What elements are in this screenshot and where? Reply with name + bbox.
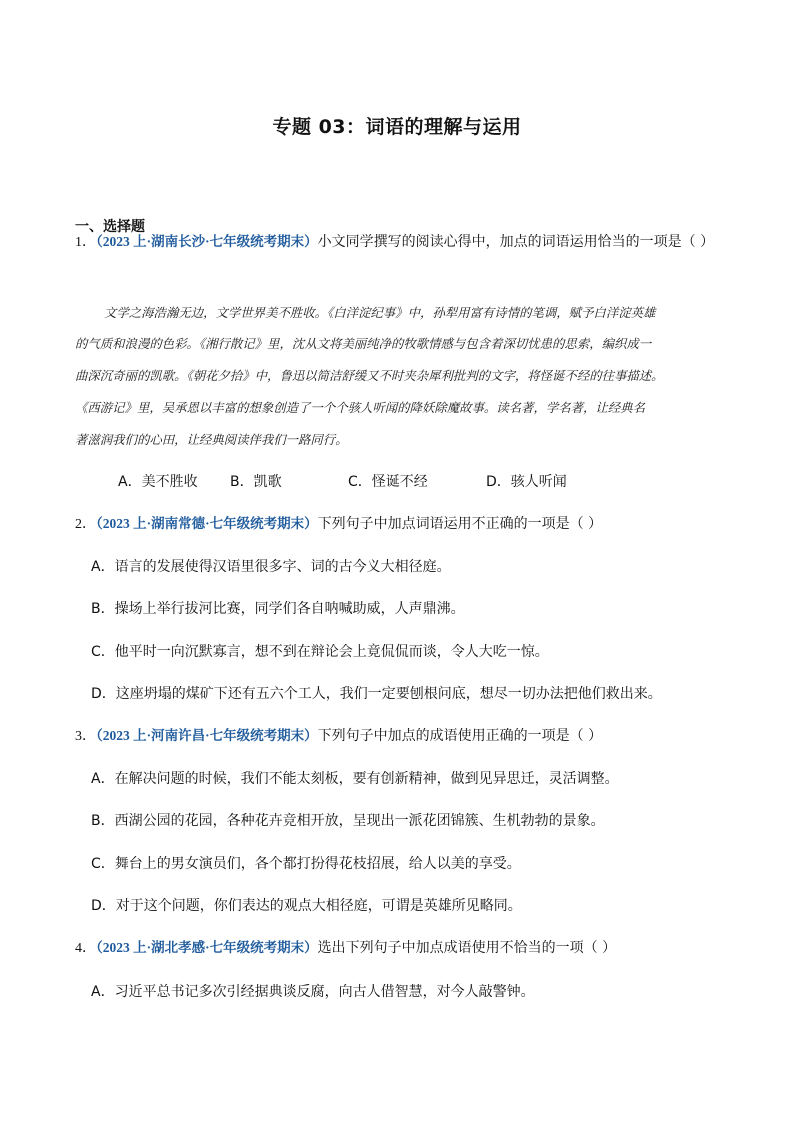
question-stem: 小文同学撰写的阅读心得中，加点的词语运用恰当的一项是（ ） — [317, 234, 715, 250]
option-a: A．习近平总书记多次引经据典谈反腐，向古人借智慧，对今人敲警钟。 — [91, 984, 535, 1000]
page-title: 专题 03：词语的理解与运用 — [272, 116, 522, 138]
question-number: 3． — [75, 729, 96, 744]
question-number: 4． — [75, 941, 96, 956]
question-1 — [75, 232, 714, 253]
option-b: B．西湖公园的花园，各种花卉竞相开放，呈现出一派花团锦簇、生机勃勃的景象。 — [91, 813, 605, 829]
question-source: （2023 上·河南许昌·七年级统考期末） — [96, 728, 318, 743]
question-source: （2023 上·湖北孝感·七年级统考期末） — [96, 940, 318, 955]
passage-line: 曲深沉奇丽的凯歌。《朝花夕拾》中，鲁迅以简洁舒缓又不时夹杂犀利批判的文字，将怪诞不经的往事描述。 — [75, 368, 664, 383]
option-c: C．怪诞不经 — [348, 474, 428, 490]
question-source: （2023 上·湖南长沙·七年级统考期末） — [96, 234, 318, 249]
section-heading: 一、选择题 — [75, 219, 145, 235]
option-d: D．对于这个问题，你们表达的观点大相径庭，可谓是英雄所见略同。 — [91, 898, 522, 914]
question-3 — [75, 726, 602, 747]
option-c: C．他平时一向沉默寡言，想不到在辩论会上竟侃侃而谈，令人大吃一惊。 — [91, 644, 549, 660]
question-stem: 选出下列句子中加点成语使用不恰当的一项（ ） — [317, 940, 617, 956]
option-d: D．骇人听闻 — [486, 474, 567, 490]
option-c: C．舞台上的男女演员们，各个都打扮得花枝招展，给人以美的享受。 — [91, 856, 521, 872]
option-b: B．操场上举行拔河比赛，同学们各自呐喊助威，人声鼎沸。 — [91, 601, 465, 617]
option-a: A．语言的发展使得汉语里很多字、词的古今义大相径庭。 — [91, 559, 451, 575]
question-number: 2． — [75, 517, 96, 532]
option-d: D．这座坍塌的煤矿下还有五六个工人，我们一定要刨根问底，想尽一切办法把他们救出来。 — [91, 686, 662, 702]
question-2 — [75, 514, 602, 535]
question-4 — [75, 938, 616, 959]
question-stem: 下列句子中加点词语运用不正确的一项是（ ） — [317, 516, 603, 532]
option-b: B．凯歌 — [230, 474, 282, 490]
passage-line: 著滋润我们的心田，让经典阅读伴我们一路同行。 — [75, 432, 348, 447]
question-stem: 下列句子中加点的成语使用正确的一项是（ ） — [317, 728, 603, 744]
passage-line: 《西游记》里，吴承恩以丰富的想象创造了一个个骇人听闻的降妖除魔故事。读名著，学名著，让经典名 — [75, 400, 645, 415]
passage-line: 的气质和浪漫的色彩。《湘行散记》里，沈从文将美丽纯净的牧歌情感与包含着深切忧患的思索，编织成一 — [75, 336, 652, 351]
option-a: A．美不胜收 — [118, 474, 198, 490]
passage-line: 文学之海浩瀚无边，文学世界美不胜收。《白洋淀纪事》中，孙犁用富有诗情的笔调，赋予白洋淀英雄 — [104, 305, 656, 320]
question-source: （2023 上·湖南常德·七年级统考期末） — [96, 516, 318, 531]
question-number: 1． — [75, 235, 96, 250]
option-a: A．在解决问题的时候，我们不能太刻板，要有创新精神，做到见异思迁，灵活调整。 — [91, 771, 619, 787]
